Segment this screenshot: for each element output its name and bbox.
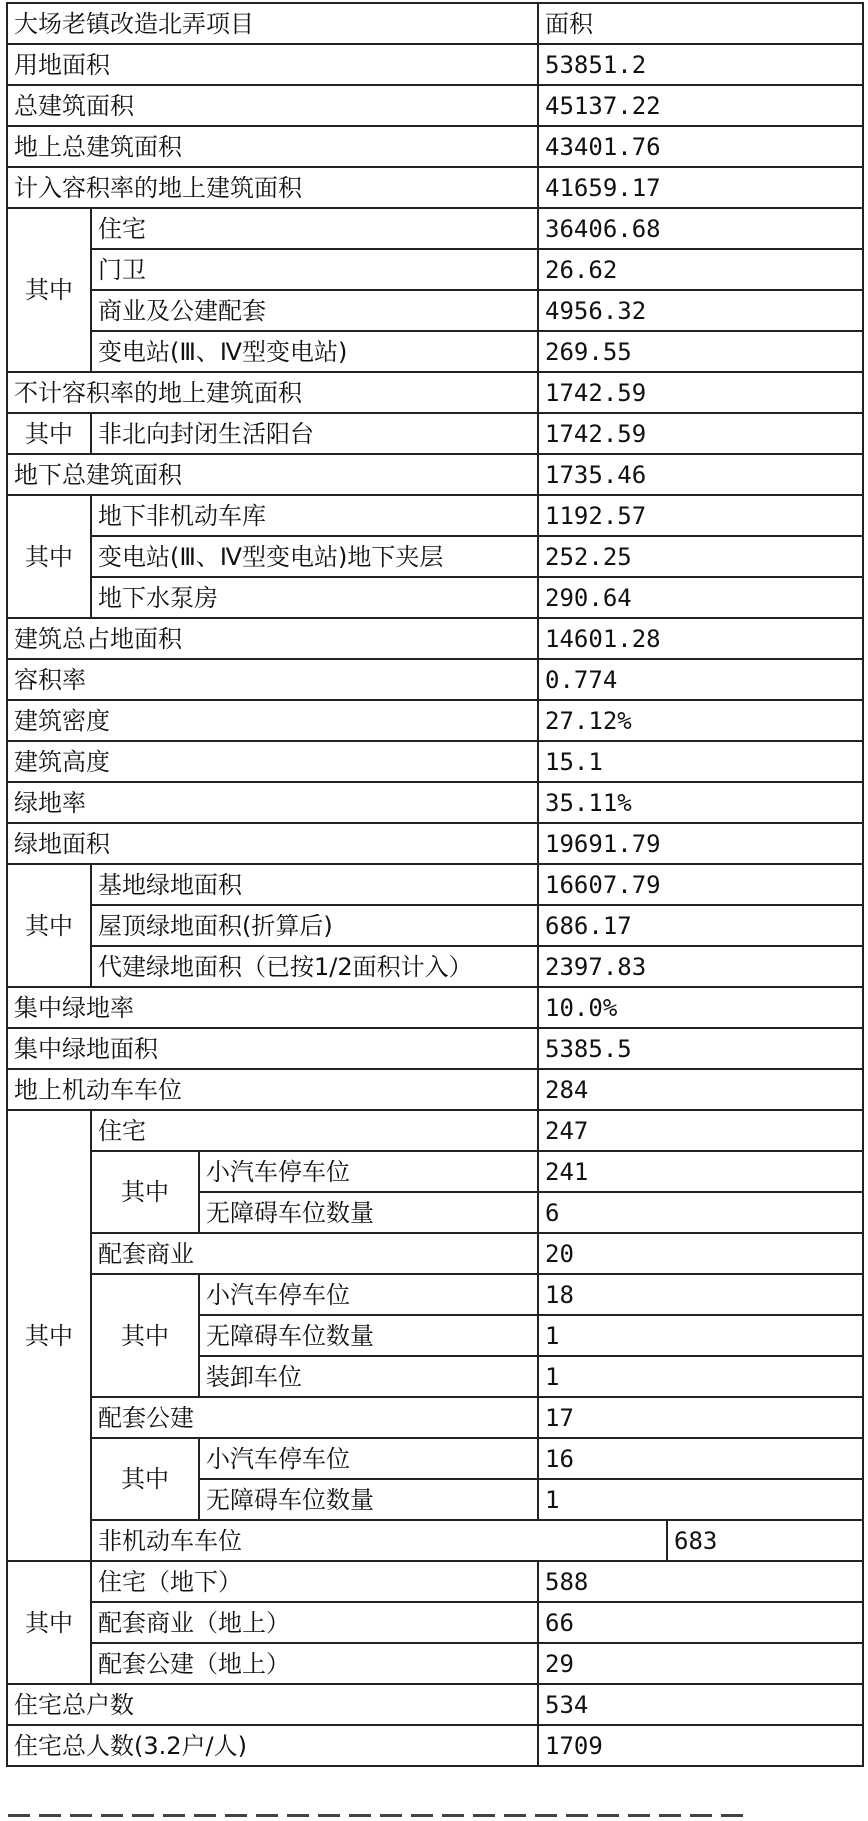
row-label: 建筑密度 (7, 700, 538, 741)
table-row (7, 987, 863, 1028)
group-label: 其中 (7, 495, 91, 618)
row-label: 变电站(Ⅲ、Ⅳ型变电站)地下夹层 (91, 536, 538, 577)
table-row (7, 864, 863, 905)
table-row (7, 372, 863, 413)
row-label: 非机动车车位 (91, 1520, 667, 1561)
table-row (7, 700, 863, 741)
table-row (7, 85, 863, 126)
row-value: 45137.22 (538, 85, 863, 126)
row-label: 配套商业 (91, 1233, 538, 1274)
subgroup-label: 其中 (91, 1151, 199, 1233)
table-row (7, 495, 863, 536)
row-label: 无障碍车位数量 (199, 1315, 538, 1356)
row-label: 配套公建 (91, 1397, 538, 1438)
row-value: 66 (538, 1602, 863, 1643)
table-row (7, 249, 863, 290)
row-label: 无障碍车位数量 (199, 1192, 538, 1233)
row-value: 16 (538, 1438, 863, 1479)
row-value: 686.17 (538, 905, 863, 946)
row-label: 小汽车停车位 (199, 1438, 538, 1479)
row-value: 247 (538, 1110, 863, 1151)
row-label: 容积率 (7, 659, 538, 700)
row-label: 无障碍车位数量 (199, 1479, 538, 1520)
table-row (7, 577, 863, 618)
table-row (7, 290, 863, 331)
table-row (7, 413, 863, 454)
row-value: 20 (538, 1233, 863, 1274)
area-column-header: 面积 (538, 3, 863, 44)
row-label: 非北向封闭生活阳台 (91, 413, 538, 454)
row-value: 588 (538, 1561, 863, 1602)
table-row (7, 782, 863, 823)
row-label: 住宅（地下） (91, 1561, 538, 1602)
row-value: 26.62 (538, 249, 863, 290)
group-label: 其中 (7, 413, 91, 454)
row-value: 0.774 (538, 659, 863, 700)
row-label: 住宅总人数(3.2户/人) (7, 1725, 538, 1766)
row-value: 41659.17 (538, 167, 863, 208)
table-row (7, 126, 863, 167)
row-label: 装卸车位 (199, 1356, 538, 1397)
subgroup-label: 其中 (91, 1274, 199, 1397)
row-value: 36406.68 (538, 208, 863, 249)
row-value: 6 (538, 1192, 863, 1233)
row-label: 小汽车停车位 (199, 1151, 538, 1192)
row-label: 代建绿地面积（已按1/2面积计入） (91, 946, 538, 987)
table-row (7, 1725, 863, 1766)
cropped-text-line (8, 1810, 768, 1821)
row-value: 17 (538, 1397, 863, 1438)
table-row (7, 44, 863, 85)
row-label: 集中绿地率 (7, 987, 538, 1028)
row-value: 1742.59 (538, 372, 863, 413)
table-row (7, 454, 863, 495)
table-row (7, 1602, 863, 1643)
table-row (7, 536, 863, 577)
table-row (7, 1520, 863, 1561)
group-label: 其中 (7, 208, 91, 372)
row-value: 14601.28 (538, 618, 863, 659)
row-label: 集中绿地面积 (7, 1028, 538, 1069)
table-row (7, 946, 863, 987)
row-label: 总建筑面积 (7, 85, 538, 126)
table-row (7, 1110, 863, 1151)
row-label: 商业及公建配套 (91, 290, 538, 331)
table-row (7, 1438, 863, 1479)
group-label: 其中 (7, 1561, 91, 1684)
row-value: 290.64 (538, 577, 863, 618)
row-label: 屋顶绿地面积(折算后) (91, 905, 538, 946)
row-label: 变电站(Ⅲ、Ⅳ型变电站) (91, 331, 538, 372)
table-row (7, 208, 863, 249)
table-row (7, 741, 863, 782)
row-label: 配套公建（地上） (91, 1643, 538, 1684)
row-value: 18 (538, 1274, 863, 1315)
row-value: 53851.2 (538, 44, 863, 85)
row-value: 241 (538, 1151, 863, 1192)
row-label: 不计容积率的地上建筑面积 (7, 372, 538, 413)
row-value: 1 (538, 1356, 863, 1397)
table-title: 大场老镇改造北弄项目 (7, 3, 538, 44)
table-row (7, 1069, 863, 1110)
table-row (7, 618, 863, 659)
table-row (7, 1274, 863, 1315)
table-row (7, 1561, 863, 1602)
row-value: 683 (667, 1520, 863, 1561)
row-value: 284 (538, 1069, 863, 1110)
row-value: 269.55 (538, 331, 863, 372)
row-value: 15.1 (538, 741, 863, 782)
row-value: 27.12% (538, 700, 863, 741)
table-row (7, 659, 863, 700)
row-label: 地下水泵房 (91, 577, 538, 618)
table-row (7, 1684, 863, 1725)
row-label: 用地面积 (7, 44, 538, 85)
row-value: 1 (538, 1479, 863, 1520)
row-value: 19691.79 (538, 823, 863, 864)
row-label: 住宅 (91, 1110, 538, 1151)
row-label: 绿地率 (7, 782, 538, 823)
row-label: 绿地面积 (7, 823, 538, 864)
table-row (7, 331, 863, 372)
table-row (7, 1643, 863, 1684)
row-value: 534 (538, 1684, 863, 1725)
row-value: 4956.32 (538, 290, 863, 331)
row-label: 小汽车停车位 (199, 1274, 538, 1315)
subgroup-label: 其中 (91, 1438, 199, 1520)
row-value: 29 (538, 1643, 863, 1684)
row-label: 配套商业（地上） (91, 1602, 538, 1643)
row-label: 建筑高度 (7, 741, 538, 782)
row-value: 2397.83 (538, 946, 863, 987)
row-value: 1742.59 (538, 413, 863, 454)
table-row (7, 167, 863, 208)
table-row (7, 1151, 863, 1192)
row-label: 计入容积率的地上建筑面积 (7, 167, 538, 208)
row-value: 1709 (538, 1725, 863, 1766)
row-value: 35.11% (538, 782, 863, 823)
row-value: 1735.46 (538, 454, 863, 495)
project-spec-table (6, 2, 864, 1767)
row-value: 16607.79 (538, 864, 863, 905)
group-label: 其中 (7, 864, 91, 987)
group-label: 其中 (7, 1110, 91, 1561)
table-row (7, 905, 863, 946)
table-row (7, 823, 863, 864)
row-value: 1 (538, 1315, 863, 1356)
row-label: 门卫 (91, 249, 538, 290)
row-label: 建筑总占地面积 (7, 618, 538, 659)
row-label: 地下非机动车库 (91, 495, 538, 536)
header-row (7, 3, 863, 44)
table-row (7, 1028, 863, 1069)
row-value: 5385.5 (538, 1028, 863, 1069)
row-value: 43401.76 (538, 126, 863, 167)
row-label: 地上总建筑面积 (7, 126, 538, 167)
row-label: 基地绿地面积 (91, 864, 538, 905)
row-label: 住宅总户数 (7, 1684, 538, 1725)
row-value: 252.25 (538, 536, 863, 577)
row-value: 1192.57 (538, 495, 863, 536)
table-row (7, 1233, 863, 1274)
row-value: 10.0% (538, 987, 863, 1028)
table-row (7, 1397, 863, 1438)
row-label: 住宅 (91, 208, 538, 249)
row-label: 地下总建筑面积 (7, 454, 538, 495)
row-label: 地上机动车车位 (7, 1069, 538, 1110)
